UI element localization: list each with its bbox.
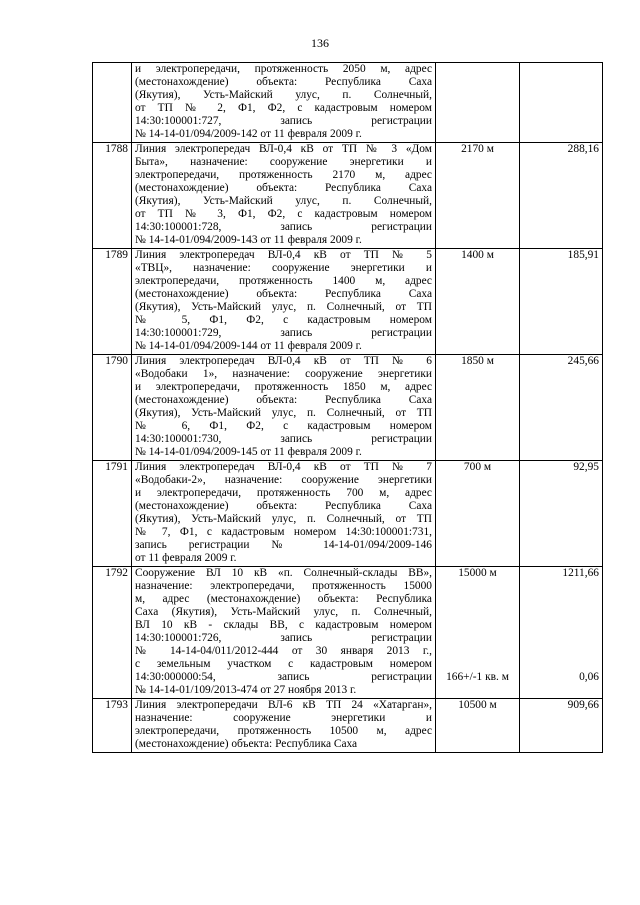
- description-line: № 6, Ф1, Ф2, с кадастровым номером: [135, 420, 432, 432]
- description-line: (местонахождение) объекта: Республика Саха: [135, 182, 432, 194]
- description-line: «Водобаки-2», назначение: сооружение энергетики: [135, 474, 432, 486]
- row-number: 1793: [93, 699, 132, 753]
- land-plot-area: 166+/-1 кв. м: [446, 671, 509, 683]
- description-line: № 14-14-01/094/2009-142 от 11 февраля 2009 г.: [135, 128, 362, 140]
- description-line: электропередачи, протяженность 2170 м, адрес: [135, 169, 432, 181]
- description-line: запись регистрации № 14-14-01/094/2009-146: [135, 539, 432, 551]
- description-line: Линия электропередач ВЛ-0,4 кВ от ТП № 6: [135, 355, 432, 367]
- description-line: № 14-14-01/094/2009-143 от 11 февраля 2009 г.: [135, 234, 362, 246]
- description-line: № 14-14-04/011/2012-444 от 30 января 2013 г.,: [135, 645, 432, 657]
- description-line: 14:30:100001:727, запись регистрации: [135, 115, 432, 127]
- description-line: электропередачи, протяженность 1400 м, адрес: [135, 275, 432, 287]
- object-length: [436, 249, 520, 355]
- description-line: 14:30:100001:726, запись регистрации: [135, 632, 432, 644]
- description-line: № 5, Ф1, Ф2, с кадастровым номером: [135, 314, 432, 326]
- description-line: Саха (Якутия), Усть-Майский улус, п. Солнечный,: [135, 606, 432, 618]
- object-description: [132, 567, 436, 699]
- object-length: [436, 355, 520, 461]
- description-line: № 7, Ф1, с кадастровым номером 14:30:100001:731,: [135, 526, 432, 538]
- value-amount: 909,66: [567, 699, 599, 711]
- description-line: Быта», назначение: сооружение энергетики и: [135, 156, 432, 168]
- description-line: и электропередачи, протяженность 700 м, адрес: [135, 487, 432, 499]
- registry-rows: [93, 63, 603, 753]
- description-line: Линия электропередач ВЛ-0,4 кВ от ТП № 7: [135, 461, 432, 473]
- description-line: 14:30:000000:54, запись регистрации: [135, 671, 432, 683]
- object-length: [436, 461, 520, 567]
- description-line: и электропередачи, протяженность 1850 м, адрес: [135, 381, 432, 393]
- value-amount: 245,66: [567, 355, 599, 367]
- row-number: 1790: [93, 355, 132, 461]
- description-line: Линия электропередачи ВЛ-6 кВ ТП 24 «Хатарган»,: [135, 699, 432, 711]
- length-value: 10500 м: [458, 699, 497, 711]
- description-line: «ТВЦ», назначение: сооружение энергетики и: [135, 262, 432, 274]
- property-registry-table: [92, 62, 603, 753]
- object-description: [132, 143, 436, 249]
- object-description: [132, 249, 436, 355]
- value-amount: 92,95: [573, 461, 599, 473]
- description-line: (местонахождение) объекта: Республика Саха: [135, 738, 358, 750]
- description-line: (местонахождение) объекта: Республика Саха: [135, 288, 432, 300]
- description-line: (местонахождение) объекта: Республика Саха: [135, 76, 432, 88]
- object-length: [436, 143, 520, 249]
- description-line: (местонахождение) объекта: Республика Саха: [135, 500, 432, 512]
- description-line: от ТП № 3, Ф1, Ф2, с кадастровым номером: [135, 208, 432, 220]
- object-value: [520, 461, 603, 567]
- description-line: «Водобаки 1», назначение: сооружение энергетики: [135, 368, 432, 380]
- row-number: 1789: [93, 249, 132, 355]
- description-line: ВЛ 10 кВ - склады ВВ, с кадастровым номером: [135, 619, 432, 631]
- table-row: [93, 355, 603, 461]
- table-row: [93, 63, 603, 143]
- object-description: [132, 355, 436, 461]
- description-line: с земельным участком с кадастровым номером: [135, 658, 432, 670]
- description-line: Линия электропередач ВЛ-0,4 кВ от ТП № 5: [135, 249, 432, 261]
- description-line: 14:30:100001:730, запись регистрации: [135, 433, 432, 445]
- value-amount: 1211,66: [562, 567, 599, 579]
- description-line: назначение: сооружение энергетики и: [135, 712, 432, 724]
- description-line: 14:30:100001:729, запись регистрации: [135, 327, 432, 339]
- length-value: 1850 м: [461, 355, 494, 367]
- description-line: (Якутия), Усть-Майский улус, п. Солнечный,: [135, 195, 432, 207]
- description-line: (Якутия), Усть-Майский улус, п. Солнечный, от ТП: [135, 301, 432, 313]
- length-value: 700 м: [463, 461, 492, 473]
- land-plot-value: 0,06: [579, 671, 599, 683]
- object-length: [436, 699, 520, 753]
- object-value: [520, 63, 603, 143]
- table-row: [93, 699, 603, 753]
- description-line: № 14-14-01/094/2009-144 от 11 февраля 2009 г.: [135, 340, 362, 352]
- description-line: 14:30:100001:728, запись регистрации: [135, 221, 432, 233]
- description-line: назначение: электропередачи, протяженность 15000: [135, 580, 432, 592]
- description-line: от ТП № 2, Ф1, Ф2, с кадастровым номером: [135, 102, 432, 114]
- page-number: 136: [311, 36, 329, 50]
- length-value: 1400 м: [461, 249, 494, 261]
- object-value: [520, 567, 603, 699]
- object-length: [436, 567, 520, 699]
- row-number: [93, 63, 132, 143]
- description-line: Линия электропередач ВЛ-0,4 кВ от ТП № 3 «Дом: [135, 143, 432, 155]
- description-line: (местонахождение) объекта: Республика Саха: [135, 394, 432, 406]
- row-number: 1792: [93, 567, 132, 699]
- table-row: [93, 143, 603, 249]
- description-line: (Якутия), Усть-Майский улус, п. Солнечный,: [135, 89, 432, 101]
- description-line: № 14-14-01/109/2013-474 от 27 ноября 2013 г.: [135, 684, 357, 696]
- description-line: № 14-14-01/094/2009-145 от 11 февраля 2009 г.: [135, 446, 362, 458]
- description-line: от 11 февраля 2009 г.: [135, 552, 237, 564]
- description-line: и электропередачи, протяженность 2050 м, адрес: [135, 63, 432, 75]
- description-line: (Якутия), Усть-Майский улус, п. Солнечный, от ТП: [135, 407, 432, 419]
- object-value: [520, 699, 603, 753]
- table-row: [93, 461, 603, 567]
- table-row: [93, 567, 603, 699]
- value-amount: 185,91: [567, 249, 599, 261]
- object-description: [132, 699, 436, 753]
- description-line: м, адрес (местонахождение) объекта: Республика: [135, 593, 432, 605]
- object-value: [520, 355, 603, 461]
- object-value: [520, 249, 603, 355]
- value-amount: 288,16: [567, 143, 599, 155]
- row-number: 1788: [93, 143, 132, 249]
- length-value: 15000 м: [458, 567, 497, 579]
- object-description: [132, 461, 436, 567]
- length-value: 2170 м: [461, 143, 494, 155]
- table-row: [93, 249, 603, 355]
- row-number: 1791: [93, 461, 132, 567]
- description-line: Сооружение ВЛ 10 кВ «п. Солнечный-склады ВВ»,: [135, 567, 432, 579]
- description-line: электропередачи, протяженность 10500 м, адрес: [135, 725, 432, 737]
- description-line: (Якутия), Усть-Майский улус, п. Солнечный, от ТП: [135, 513, 432, 525]
- object-description: [132, 63, 436, 143]
- object-length: [436, 63, 520, 143]
- object-value: [520, 143, 603, 249]
